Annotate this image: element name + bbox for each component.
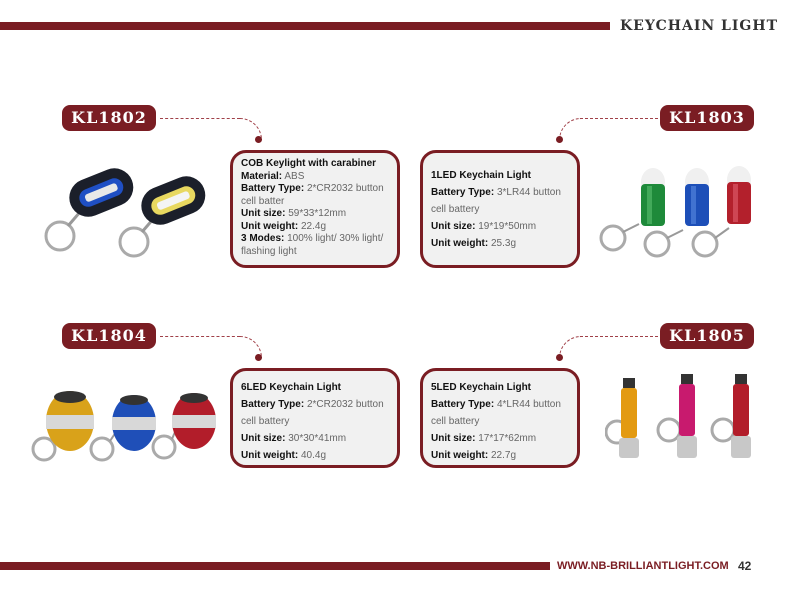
footer-bar <box>0 562 550 570</box>
torch-light-red-icon <box>731 374 751 458</box>
product-title: 6LED Keychain Light <box>241 382 342 393</box>
size-value: 19*19*50mm <box>478 221 537 232</box>
weight-value: 22.7g <box>491 450 517 461</box>
battery-label: Battery Type: <box>431 187 495 198</box>
leader-line <box>160 336 240 337</box>
battery-label: Battery Type: <box>241 183 305 194</box>
torch-light-pink-icon <box>677 374 697 458</box>
keyring-icon <box>658 419 680 441</box>
spec-box-kl1802 <box>230 150 400 268</box>
weight-value: 40.4g <box>301 450 327 461</box>
leader-dot <box>255 354 262 361</box>
led-light-blue-icon <box>685 168 709 226</box>
size-value: 17*17*62mm <box>478 433 537 444</box>
keyring-icon <box>712 419 734 441</box>
battery-label: Battery Type: <box>431 399 495 410</box>
battery-value: 4*LR44 button cell battery <box>431 399 561 427</box>
weight-label: Unit weight: <box>241 450 299 461</box>
size-value: 59*33*12mm <box>288 208 347 219</box>
product-title: 5LED Keychain Light <box>431 382 532 393</box>
weight-label: Unit weight: <box>431 238 489 249</box>
size-value: 30*30*41mm <box>288 433 347 444</box>
barrel-light-blue-icon <box>112 395 156 451</box>
product-photo-kl1802 <box>38 160 218 260</box>
leader-line <box>580 336 658 337</box>
weight-label: Unit weight: <box>431 450 489 461</box>
leader-dot <box>556 354 563 361</box>
cob-light-blue-icon <box>64 163 139 223</box>
torch-light-orange-icon <box>619 378 639 458</box>
size-label: Unit size: <box>241 433 286 444</box>
battery-label: Battery Type: <box>241 399 305 410</box>
page-number: 42 <box>738 559 752 573</box>
keyring-icon <box>46 212 80 250</box>
product-title: 1LED Keychain Light <box>431 170 532 181</box>
product-code-kl1805: KL1805 <box>660 323 754 349</box>
barrel-light-red-icon <box>172 393 216 449</box>
battery-value: 2*CR2032 button cell battery <box>241 399 384 427</box>
barrel-light-gold-icon <box>46 391 94 451</box>
product-title: COB Keylight with carabiner <box>241 158 377 169</box>
header-bar <box>0 22 610 30</box>
product-code-kl1803: KL1803 <box>660 105 754 131</box>
keyring-icon <box>601 224 639 250</box>
material-label: Material: <box>241 170 283 182</box>
page-title: KEYCHAIN LIGHT <box>620 18 779 34</box>
leader-dot <box>255 136 262 143</box>
size-label: Unit size: <box>241 208 286 219</box>
cob-light-yellow-icon <box>136 171 211 231</box>
website-url: WWW.NB-BRILLIANTLIGHT.COM <box>557 560 729 572</box>
product-photo-kl1805 <box>605 372 775 467</box>
product-photo-kl1804 <box>30 385 220 470</box>
battery-value: 3*LR44 button cell battery <box>431 187 561 215</box>
weight-value: 25.3g <box>491 238 517 249</box>
led-light-red-icon <box>727 166 751 224</box>
leader-line <box>160 118 240 119</box>
weight-label: Unit weight: <box>241 220 299 232</box>
weight-value: 22.4g <box>301 220 327 232</box>
product-photo-kl1803 <box>595 160 765 260</box>
spec-box-kl1805 <box>420 368 580 468</box>
size-label: Unit size: <box>431 433 476 444</box>
battery-value: 2*CR2032 button cell batter <box>241 183 384 207</box>
spec-box-kl1803 <box>420 150 580 268</box>
product-code-kl1804: KL1804 <box>62 323 156 349</box>
spec-box-kl1804 <box>230 368 400 468</box>
material-value: ABS <box>284 170 305 182</box>
modes-value: 100% light/ 30% light/ flashing light <box>241 233 384 257</box>
modes-label: 3 Modes: <box>241 233 285 244</box>
product-code-kl1802: KL1802 <box>62 105 156 131</box>
leader-line <box>580 118 658 119</box>
keyring-icon <box>693 228 729 256</box>
led-light-green-icon <box>641 168 665 226</box>
leader-dot <box>556 136 563 143</box>
keyring-icon <box>120 218 154 256</box>
keyring-icon <box>645 230 683 256</box>
size-label: Unit size: <box>431 221 476 232</box>
